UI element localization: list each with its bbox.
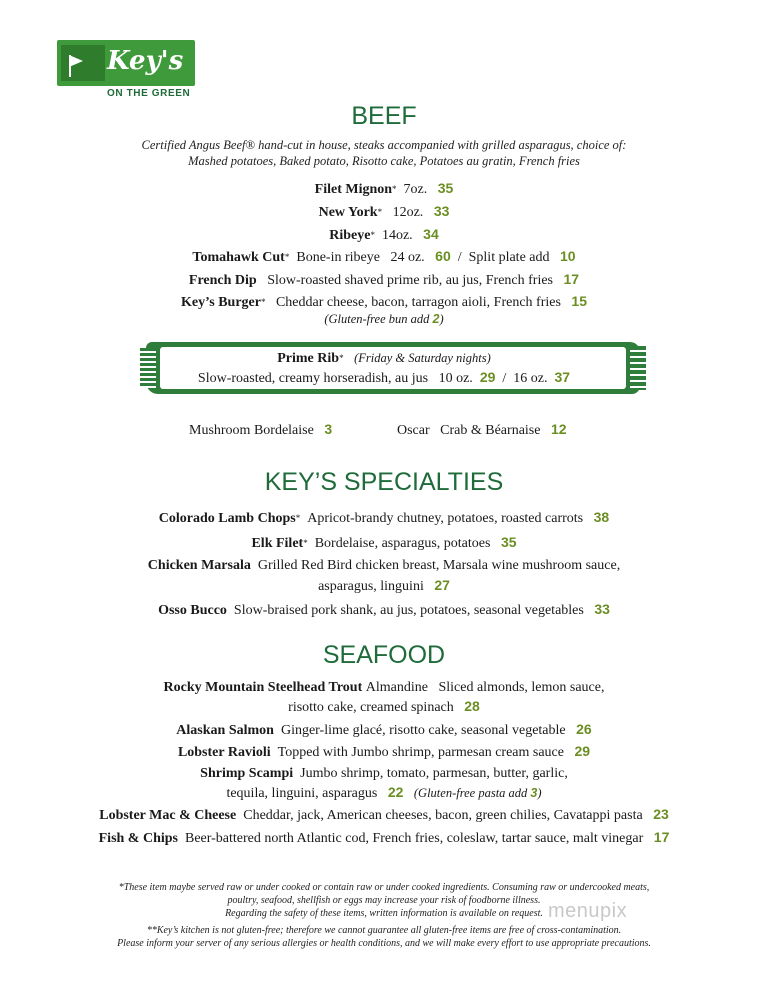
addon-bordelaise — [189, 420, 332, 440]
item-desc: Topped with Jumbo shrimp, parmesan cream sauce — [277, 745, 564, 760]
footer-line2: poultry, seafood, shellfish or eggs may increase your risk of foodborne illness. — [227, 895, 541, 906]
menu-item-filet: Filet Mignon* 7oz. 35 — [314, 180, 454, 197]
item-desc: Slow-roasted shaved prime rib, au jus, French fries — [267, 273, 553, 288]
item-desc: Slow-roasted, creamy horseradish, au jus — [197, 371, 429, 386]
seafood-heading: SEAFOOD — [322, 641, 446, 669]
restaurant-logo — [57, 40, 197, 102]
item-name: Tomahawk Cut — [192, 250, 285, 265]
beef-intro-line2: Mashed potatoes, Baked potato, Risotto cake, Potatoes au gratin, French fries — [188, 154, 580, 168]
specialties-heading: KEY’S SPECIALTIES — [264, 468, 504, 496]
item-name: New York — [318, 205, 378, 220]
prime-rib-days: (Friday & Saturday nights) — [354, 351, 491, 365]
logo-name: Key's — [107, 46, 184, 76]
item-price: 37 — [554, 369, 571, 385]
item-price: 33 — [433, 203, 450, 219]
item-price: 29 — [479, 369, 496, 385]
footer-line5: Please inform your server of any serious allergies or health conditions, and we will make every effort to use appropriate precautions. — [117, 938, 651, 949]
beef-heading: BEEF — [351, 102, 417, 130]
item-name: Osso Bucco — [158, 603, 227, 618]
item-price: 38 — [593, 509, 610, 525]
item-price: 17 — [653, 829, 670, 845]
logo-subtitle: ON THE GREEN — [107, 88, 191, 99]
item-price: 28 — [464, 698, 480, 714]
item-name: Chicken Marsala — [147, 558, 251, 573]
item-price: 27 — [434, 577, 450, 593]
item-price: 35 — [437, 180, 454, 196]
split-plate-price: 10 — [560, 248, 576, 264]
burger-gluten-note: (Gluten-free bun add 2) — [324, 312, 444, 326]
logo-badge — [57, 40, 195, 86]
addon-price: 3 — [324, 421, 333, 437]
item-name: Filet Mignon — [314, 182, 393, 197]
addon-price: 12 — [550, 421, 567, 437]
item-name: Lobster Mac & Cheese — [99, 808, 237, 823]
item-desc: asparagus, linguini — [318, 579, 424, 594]
item-desc: Ginger-lime glacé, risotto cake, seasonal vegetable — [280, 723, 566, 738]
menu-item-frenchdip — [0, 270, 768, 290]
item-desc: 12oz. — [392, 205, 424, 220]
addon-oscar — [397, 420, 567, 440]
menu-item-mac — [0, 805, 768, 825]
item-name: Key’s Burger — [181, 295, 261, 310]
item-price: 26 — [576, 721, 592, 737]
item-desc: Cheddar cheese, bacon, tarragon aioli, French fries — [275, 295, 561, 310]
item-desc: 14oz. — [381, 228, 413, 243]
menu-item-elk: Elk Filet* Bordelaise, asparagus, potatoes 35 — [251, 534, 517, 551]
golf-flag-icon — [61, 45, 105, 81]
menu-item-tomahawk: Tomahawk Cut* Bone-in ribeye 24 oz. 60 / Split plate add 10 — [192, 248, 576, 265]
menu-item-trout-line2 — [0, 697, 768, 717]
item-desc: Jumbo shrimp, tomato, parmesan, butter, garlic, — [300, 766, 568, 781]
item-name: Rocky Mountain Steelhead Trout — [163, 680, 363, 695]
item-price: 60 — [435, 248, 451, 264]
item-desc: Grilled Red Bird chicken breast, Marsala wine mushroom sauce, — [257, 558, 621, 573]
menu-item-newyork: New York* 12oz. 33 — [318, 203, 450, 220]
footer-line3: Regarding the safety of these items, written information is available on request. — [225, 908, 543, 919]
item-desc: Cheddar, jack, American cheeses, bacon, green chilies, Cavatappi pasta — [243, 808, 643, 823]
menu-item-marsala — [0, 557, 768, 575]
item-price: 22 — [387, 784, 404, 800]
item-name: Fish & Chips — [98, 831, 178, 846]
item-desc: Slow-braised pork shank, au jus, potatoes, seasonal vegetables — [233, 603, 584, 618]
item-desc: Bordelaise, asparagus, potatoes — [314, 536, 491, 551]
item-name: Colorado Lamb Chops — [158, 511, 296, 526]
scampi-gluten-note: (Gluten-free pasta add 3) — [413, 786, 542, 800]
watermark: menupix — [548, 900, 628, 922]
item-desc: risotto cake, creamed spinach — [288, 700, 454, 715]
addon-desc: Crab & Béarnaise — [440, 423, 541, 438]
item-name: Lobster Ravioli — [177, 745, 271, 760]
menu-item-osso — [0, 600, 768, 620]
footer-line4: **Key’s kitchen is not gluten-free; therefore we cannot guarantee all gluten-free items are free of cross-contamination. — [146, 925, 622, 936]
menu-item-burger: Key’s Burger* Cheddar cheese, bacon, tarragon aioli, French fries 15 — [181, 293, 587, 310]
item-desc: Sliced almonds, lemon sauce, — [438, 680, 605, 695]
menu-item-fish — [0, 828, 768, 848]
menu-item-lamb: Colorado Lamb Chops* Apricot-brandy chutney, potatoes, roasted carrots 38 — [158, 509, 610, 526]
menu-item-ravioli — [0, 742, 768, 762]
addon-name: Oscar — [397, 423, 430, 438]
menu-item-scampi — [0, 765, 768, 783]
item-desc: Bone-in ribeye 24 oz. — [296, 250, 425, 265]
item-name: Prime Rib — [277, 351, 340, 366]
item-price: 23 — [653, 806, 669, 822]
item-name: Elk Filet — [251, 536, 304, 551]
item-price: 33 — [594, 601, 610, 617]
item-name: Alaskan Salmon — [176, 723, 274, 738]
prime-rib-details: Slow-roasted, creamy horseradish, au jus 10 oz. 29 / 16 oz. 37 — [197, 369, 571, 386]
item-price: 17 — [563, 271, 580, 287]
item-desc: Apricot-brandy chutney, potatoes, roasted carrots — [307, 511, 584, 526]
item-desc: tequila, linguini, asparagus — [226, 786, 378, 801]
split-plate-label: Split plate add — [468, 250, 550, 265]
footer-line1: *These item maybe served raw or under cooked or contain raw or under cooked ingredients. Consuming raw or undercooked meats, — [118, 882, 650, 893]
beef-intro-line1: Certified Angus Beef® hand-cut in house, steaks accompanied with grilled asparagus, choice of: — [141, 138, 627, 152]
menu-item-trout — [0, 679, 768, 697]
item-name: Shrimp Scampi — [200, 766, 294, 781]
item-desc: Beer-battered north Atlantic cod, French fries, coleslaw, tartar sauce, malt vinegar — [184, 831, 644, 846]
menu-item-marsala-line2 — [0, 576, 768, 596]
addon-name: Mushroom Bordelaise — [189, 423, 314, 438]
item-name: Ribeye — [329, 228, 371, 243]
item-price: 29 — [574, 743, 591, 759]
item-price: 35 — [500, 534, 517, 550]
item-name-suffix: Almandine — [365, 680, 428, 695]
item-name: French Dip — [188, 273, 257, 288]
item-price: 34 — [423, 226, 439, 242]
item-price: 15 — [571, 293, 587, 309]
menu-item-salmon — [0, 720, 768, 740]
menu-item-scampi-line2 — [0, 783, 768, 803]
prime-rib-title: Prime Rib* (Friday & Saturday nights) — [277, 351, 491, 366]
menu-item-ribeye: Ribeye* 14oz. 34 — [329, 226, 439, 243]
item-desc: 7oz. — [403, 182, 428, 197]
